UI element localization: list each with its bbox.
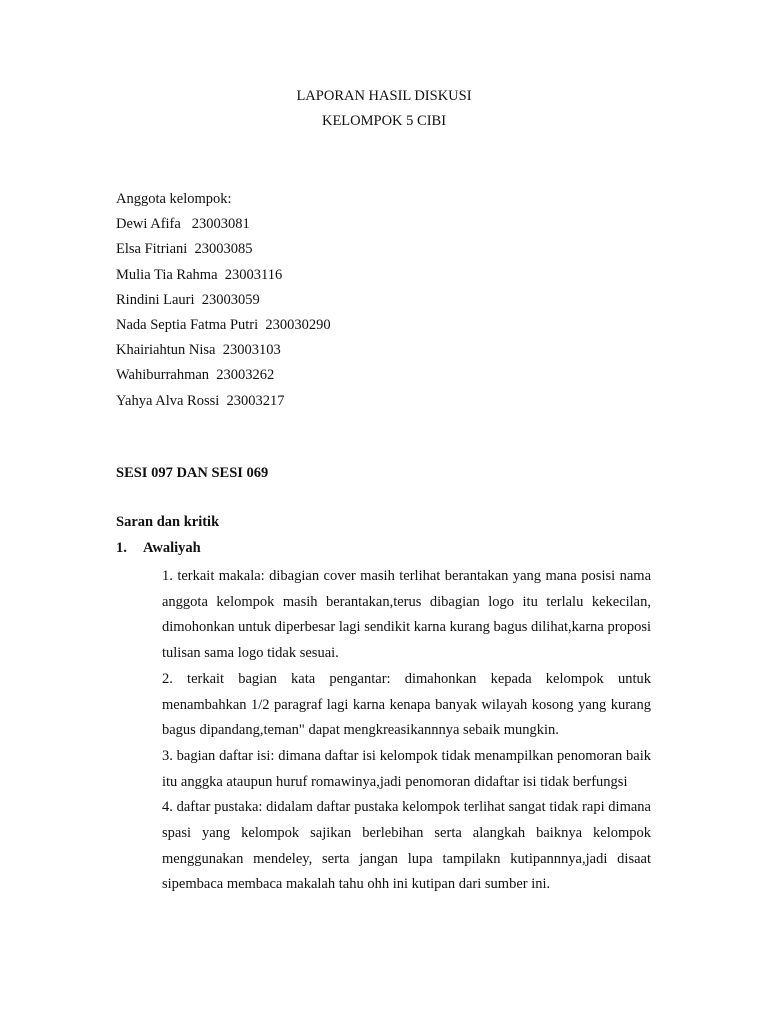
session-heading: SESI 097 DAN SESI 069 (116, 465, 269, 481)
member-item: Mulia Tia Rahma 23003116 (116, 266, 283, 283)
member-item: Elsa Fitriani 23003085 (116, 241, 253, 258)
list-item-title: Awaliyah (143, 540, 201, 556)
critique-point: 1. terkait makala: dibagian cover masih terlihat berantakan yang mana posisi nama anggota kelompok masih berantakan,terus dibagian logo itu terlalu kekecilan, dimohonkan untuk diperbesar lagi sendikit karna kurang bagus dilihat,karna proposi tulisan sama logo tidak sesuai. (162, 568, 651, 662)
critique-point: 3. bagian daftar isi: dimana daftar isi kelompok tidak menampilkan penomoran baik itu anggka ataupun huruf romawinya,jadi penomoran didaftar isi tidak berfungsi (162, 747, 651, 790)
member-item: Wahiburrahman 23003262 (116, 367, 275, 384)
member-item: Dewi Afifa 23003081 (116, 216, 250, 233)
member-item: Nada Septia Fatma Putri 230030290 (116, 317, 331, 334)
section-heading: Saran dan kritik (116, 514, 220, 530)
list-item-heading (116, 540, 201, 557)
member-item: Yahya Alva Rossi 23003217 (116, 392, 285, 409)
member-item: Khairiahtun Nisa 23003103 (116, 342, 281, 359)
critique-point: 4. daftar pustaka: didalam daftar pustaka kelompok terlihat sangat tidak rapi dimana spasi yang kelompok sajikan berlebihan serta alangkah baiknya kelompok menggunakan mendeley, serta jangan lupa tampilakn kutipannnya,jadi disaat sipembaca membaca makalah tahu ohh ini kutipan dari sumber ini. (162, 799, 651, 893)
critique-points (162, 564, 651, 898)
members-block (116, 187, 331, 414)
list-item-number: 1. (116, 540, 127, 556)
members-heading: Anggota kelompok: (116, 191, 232, 207)
document-subtitle: KELOMPOK 5 CIBI (321, 113, 447, 129)
member-item: Rindini Lauri 23003059 (116, 291, 260, 308)
document-title: LAPORAN HASIL DISKUSI (296, 88, 472, 104)
critique-point: 2. terkait bagian kata pengantar: dimahonkan kepada kelompok untuk menambahkan 1/2 paragraf lagi karna kenapa banyak wilayah kosong yang kurang bagus dipandang,teman" dapat mengkreasikannnya sebaik mungkin. (162, 670, 651, 739)
